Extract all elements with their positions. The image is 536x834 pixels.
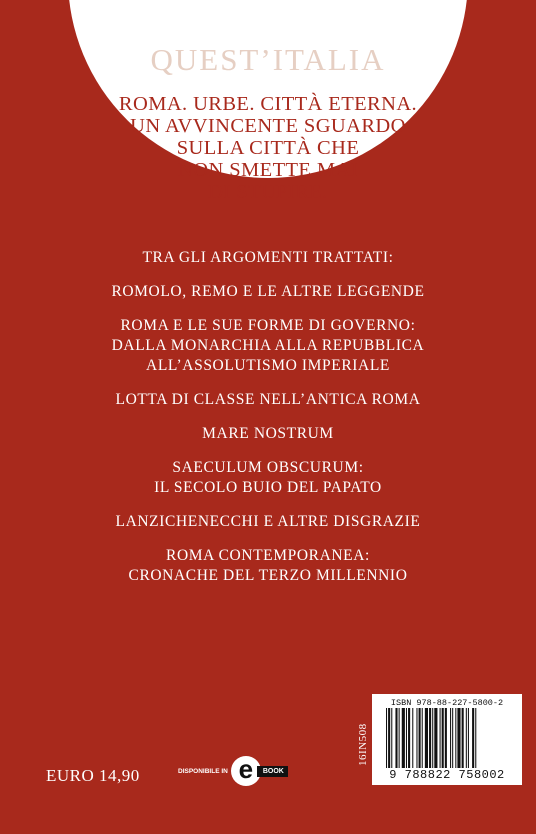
ebook-logo-icon: e <box>231 756 261 786</box>
topic-line: CRONACHE DEL TERZO MILLENNIO <box>128 567 408 584</box>
blurb-line: SULLA CITTÀ CHE <box>176 137 360 159</box>
topic-line: LOTTA DI CLASSE NELL’ANTICA ROMA <box>115 391 421 408</box>
blurb-line: NON SMETTE MAI <box>178 159 358 181</box>
topic-line: SAECULUM OBSCURUM: <box>172 459 364 476</box>
barcode-icon <box>386 708 514 768</box>
topic-line: ROMA E LE SUE FORME DI GOVERNO: <box>120 317 416 334</box>
topic-line: TRA GLI ARGOMENTI TRATTATI: <box>142 249 394 266</box>
topic-item <box>0 282 536 302</box>
blurb-line: DI STUPIRE. <box>208 181 328 203</box>
topic-item <box>0 546 536 586</box>
price: EURO 14,90 <box>46 766 140 785</box>
topic-line: ALL’ASSOLUTISMO IMPERIALE <box>146 357 390 374</box>
topic-item <box>0 316 536 376</box>
topic-item <box>0 390 536 410</box>
topics-heading <box>0 248 536 268</box>
ean-number: 9 788822 758002 <box>389 768 505 782</box>
blurb-line: UN AVVINCENTE SGUARDO <box>130 115 406 137</box>
blurb <box>0 93 536 203</box>
topic-line: IL SECOLO BUIO DEL PAPATO <box>154 479 382 496</box>
topic-item <box>0 424 536 444</box>
blurb-line: ROMA. URBE. CITTÀ ETERNA. <box>118 93 418 115</box>
ebook-badge <box>178 756 288 786</box>
series-title: QUEST’ITALIA <box>150 42 386 77</box>
product-code: 16IN508 <box>357 723 369 766</box>
isbn-text: ISBN 978-88-227-5800-2 <box>390 698 504 708</box>
ebook-logo-word: BOOK <box>257 766 288 777</box>
topic-item <box>0 512 536 532</box>
ebook-label: DISPONIBILE IN <box>178 767 228 775</box>
topic-line: ROMOLO, REMO E LE ALTRE LEGGENDE <box>111 283 425 300</box>
topics-list <box>0 248 536 600</box>
topic-line: MARE NOSTRUM <box>202 425 334 442</box>
barcode-box <box>372 694 522 785</box>
topic-line: LANZICHENECCHI E ALTRE DISGRAZIE <box>115 513 421 530</box>
topic-line: DALLA MONARCHIA ALLA REPUBBLICA <box>111 337 425 354</box>
topic-item <box>0 458 536 498</box>
topic-line: ROMA CONTEMPORANEA: <box>166 547 370 564</box>
